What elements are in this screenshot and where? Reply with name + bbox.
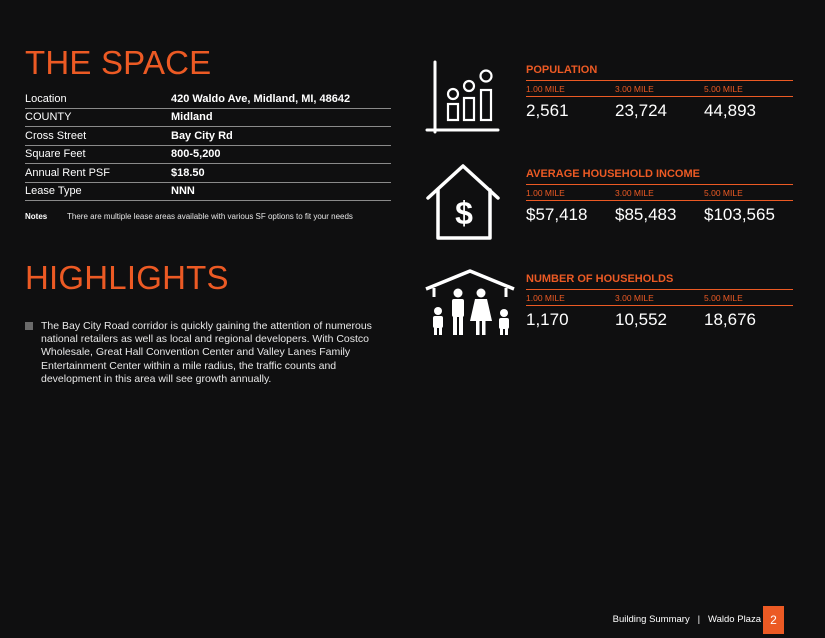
radius-label: 1.00 MILE	[526, 292, 565, 303]
house-dollar-icon	[424, 162, 502, 242]
family-roof-icon	[424, 267, 516, 341]
spec-row-location	[25, 90, 391, 109]
svg-text:$: $	[455, 195, 473, 231]
radius-label: 1.00 MILE	[526, 83, 565, 94]
spec-label: Location	[25, 92, 67, 105]
spec-value: $18.50	[171, 166, 205, 179]
highlight-text: The Bay City Road corridor is quickly gaining the attention of numerous national retailers as well as local and regional developers. With Costco Wholesale, Great Hall Convention Center and Valley Lanes Family Entertainment Center within a mile radius, the traffic counts and development in this area will see growth annually.	[41, 320, 372, 385]
radius-label: 3.00 MILE	[615, 187, 654, 198]
spec-label: Annual Rent PSF	[25, 166, 110, 179]
radius-row	[526, 81, 793, 97]
value-row	[526, 97, 793, 121]
stat-value: 1,170	[526, 310, 569, 329]
stat-value: 18,676	[704, 310, 756, 329]
spec-value: Bay City Rd	[171, 129, 233, 142]
spec-row-cross-street	[25, 127, 391, 146]
highlights-title: HIGHLIGHTS	[25, 259, 229, 296]
stat-value: $57,418	[526, 205, 588, 224]
spec-row-lease-type	[25, 183, 391, 202]
value-row	[526, 306, 793, 330]
notes-label: Notes	[25, 212, 48, 221]
notes	[25, 212, 353, 221]
stat-value: $103,565	[704, 205, 775, 224]
stat-title: POPULATION	[526, 64, 793, 81]
spec-label: COUNTY	[25, 111, 72, 124]
stat-title: NUMBER OF HOUSEHOLDS	[526, 273, 793, 290]
radius-row	[526, 290, 793, 306]
population-stat	[526, 64, 793, 121]
radius-label: 1.00 MILE	[526, 187, 565, 198]
radius-label: 5.00 MILE	[704, 292, 743, 303]
spec-row-county	[25, 109, 391, 128]
value-row	[526, 201, 793, 225]
footer-text: Building Summary | Waldo Plaza	[612, 614, 761, 625]
stat-value: $85,483	[615, 205, 677, 224]
stat-title: AVERAGE HOUSEHOLD INCOME	[526, 168, 793, 185]
spec-label: Square Feet	[25, 148, 86, 161]
radius-label: 3.00 MILE	[615, 83, 654, 94]
household-income-stat	[526, 168, 793, 225]
spec-label: Lease Type	[25, 185, 82, 198]
radius-label: 5.00 MILE	[704, 83, 743, 94]
notes-text: There are multiple lease areas available with various SF options to fit your needs	[67, 212, 353, 221]
spec-row-square-feet	[25, 146, 391, 165]
page-number: 2	[763, 606, 784, 634]
highlight-bullet	[25, 320, 380, 386]
spec-value: 420 Waldo Ave, Midland, MI, 48642	[171, 92, 351, 105]
space-title: THE SPACE	[25, 44, 212, 81]
spec-value: 800-5,200	[171, 148, 221, 161]
spec-label: Cross Street	[25, 129, 87, 142]
radius-row	[526, 185, 793, 201]
stat-value: 23,724	[615, 101, 667, 120]
space-spec-table	[25, 90, 391, 201]
stat-value: 10,552	[615, 310, 667, 329]
households-stat	[526, 273, 793, 330]
spec-value: NNN	[171, 185, 195, 198]
bullet-square-icon	[25, 322, 33, 330]
stat-value: 44,893	[704, 101, 756, 120]
population-chart-icon	[424, 58, 500, 136]
stat-value: 2,561	[526, 101, 569, 120]
radius-label: 5.00 MILE	[704, 187, 743, 198]
radius-label: 3.00 MILE	[615, 292, 654, 303]
spec-value: Midland	[171, 111, 213, 124]
spec-row-annual-rent	[25, 164, 391, 183]
